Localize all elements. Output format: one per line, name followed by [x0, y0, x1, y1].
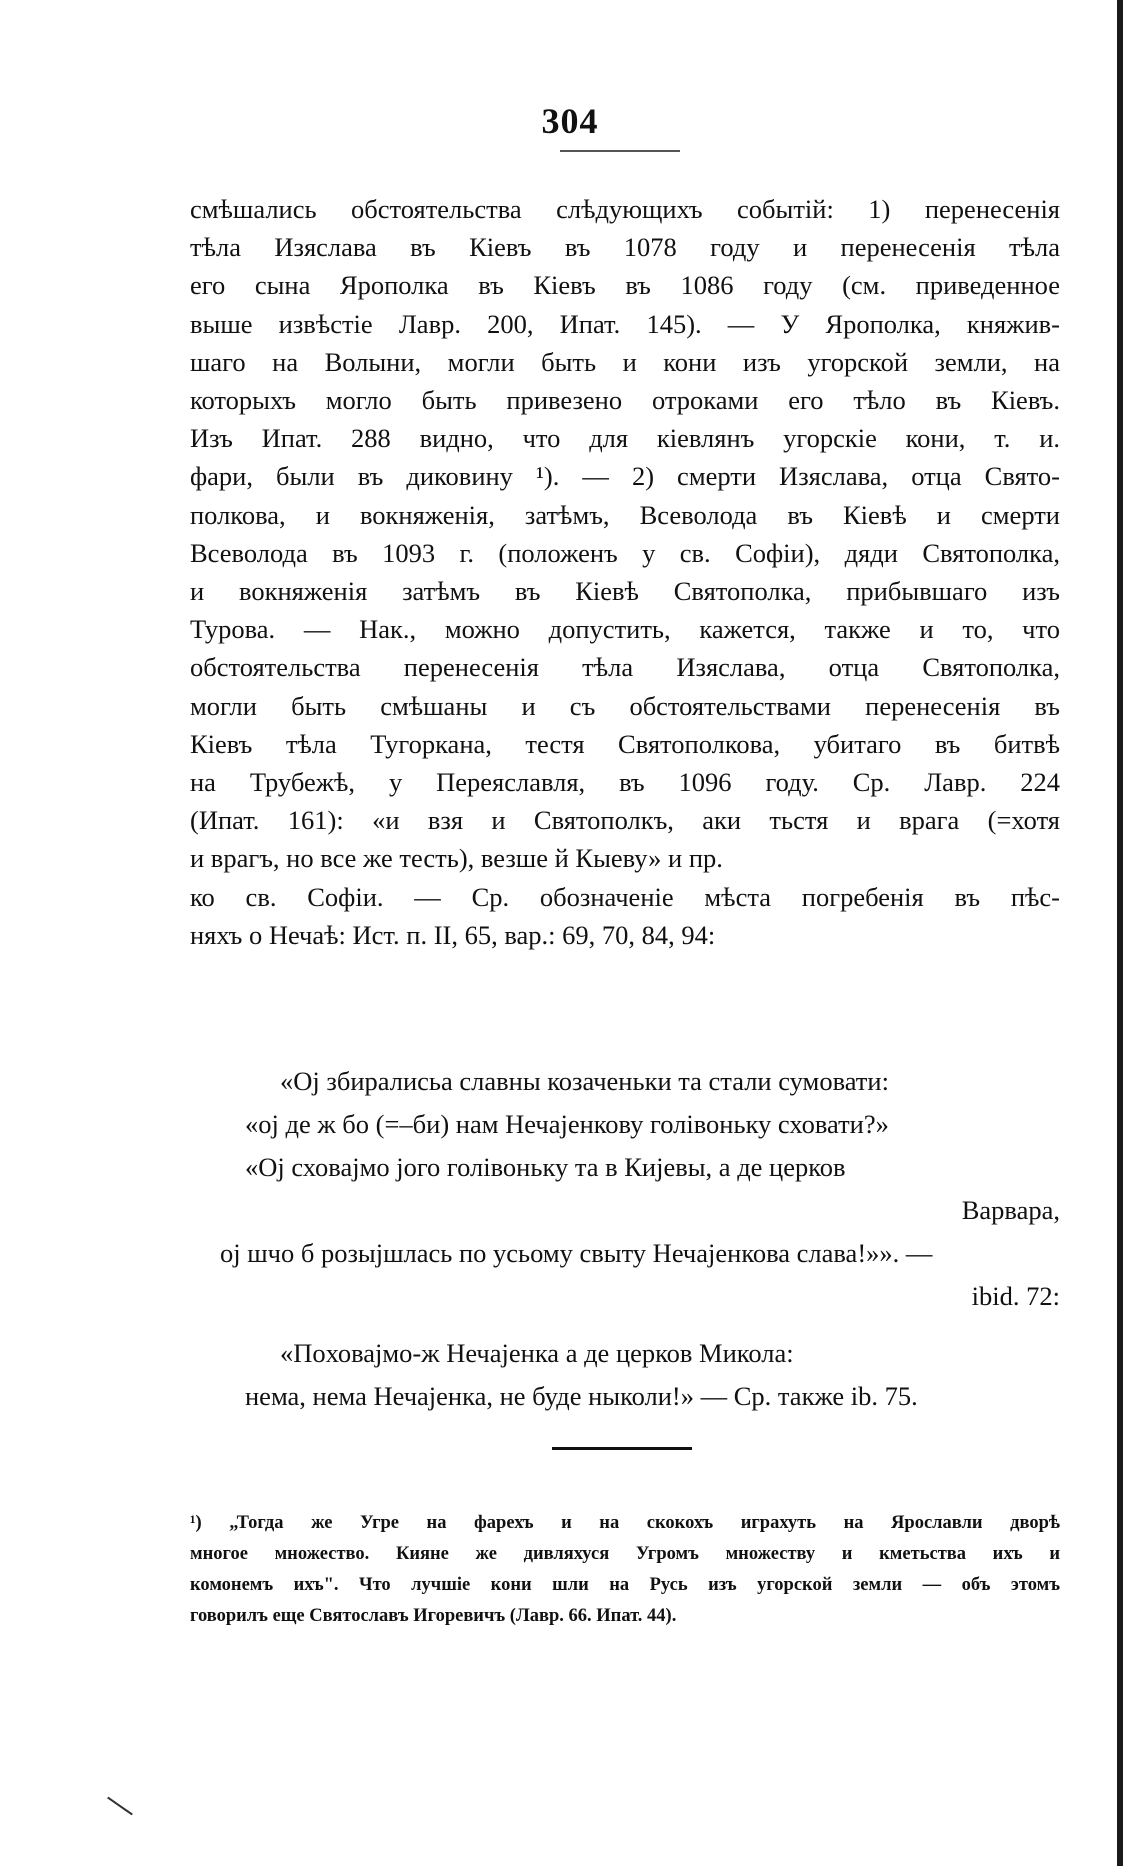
body-line: и врагъ, но все же тесть), везше й Кыеву» и пр. [190, 843, 723, 874]
body-line: няхъ о Нечаѣ: Ист. п. II, 65, вар.: 69, 70, 84, 94: [190, 919, 716, 950]
body-text [190, 190, 1060, 954]
body-line: фари, были въ диковину ¹). — 2) смерти Изяслава, отца Свято- [190, 461, 1060, 492]
body-line: на Трубежѣ, у Переяславля, въ 1096 году. Ср. Лавр. 224 [190, 767, 1060, 798]
body-line: и вокняженія затѣмъ въ Кіевѣ Святополка, прибывшаго изъ [190, 576, 1060, 607]
verse-line: «Ој збиралисьа славны козаченьки та стали сумовати: [280, 1066, 889, 1096]
footnote-separator [552, 1447, 692, 1450]
body-line: смѣшались обстоятельства слѣдующихъ событій: 1) перенесенія [190, 194, 1060, 224]
body-line: его сына Ярополка въ Кіевъ въ 1086 году (см. приведенное [190, 270, 1060, 301]
footnote-line: комонемъ ихъ". Что лучшіе кони шли на Русь изъ угорской земли — объ этомъ [190, 1575, 1060, 1595]
body-line: могли быть смѣшаны и съ обстоятельствами перенесенія въ [190, 690, 1060, 721]
body-line: выше извѣстіе Лавр. 200, Ипат. 145). — У Ярополка, княжив- [190, 308, 1060, 339]
body-line: шаго на Волыни, могли быть и кони изъ угорской земли, на [190, 346, 1060, 377]
body-line: Кіевъ тѣла Тугоркана, тестя Святополкова, убитаго въ битвѣ [190, 728, 1060, 759]
verse-line: «Пoховајмо-ж Нечајенка а де церков Микола: [280, 1338, 794, 1368]
body-line: ко св. Софіи. — Ср. обозначеніе мѣста погребенія въ пѣс- [190, 881, 1060, 912]
body-line: Всеволода въ 1093 г. (положенъ у св. Софіи), дяди Святополка, [190, 537, 1060, 568]
footnote-line: говорилъ еще Святославъ Игоревичъ (Лавр. 66. Ипат. 44). [190, 1606, 677, 1626]
body-line: обстоятельства перенесенія тѣла Изяслава, отца Святополка, [190, 652, 1060, 683]
verse-quote [190, 1060, 1060, 1418]
page-number: 304 [541, 101, 599, 141]
footnote-line: ¹) „Тогда же Угре на фарехъ и на скокохъ играхуть на Ярославли дворѣ [190, 1513, 1060, 1533]
verse-line: ој шчо б розыјшлась по усьому свыту Нечајенкова слава!»». — [220, 1238, 933, 1268]
scan-mark [107, 1797, 133, 1816]
verse-line: Варвара, [961, 1195, 1060, 1225]
body-line: (Ипат. 161): «и взя и Святополкъ, аки тьстя и врага (=хотя [190, 805, 1060, 836]
body-line: полкова, и вокняженія, затѣмъ, Всеволода въ Кіевѣ и смерти [190, 499, 1060, 530]
footnotes [190, 1508, 1060, 1632]
verse-line: «Ој сховајмо јого голівоньку та в Кијевы, а де церков [245, 1152, 846, 1182]
page-number-rule [560, 150, 680, 152]
body-line: Турова. — Нак., можно допустить, кажется, также и то, что [190, 614, 1060, 645]
footnote-line: многое множество. Кияне же дивляхуся Угромъ множеству и кметьства ихъ и [190, 1544, 1060, 1564]
body-line: Изъ Ипат. 288 видно, что для кіевлянъ угорскіе кони, т. и. [190, 423, 1060, 454]
body-line: тѣла Изяслава въ Кіевъ въ 1078 году и перенесенія тѣла [190, 232, 1060, 263]
scan-edge-line [1117, 0, 1123, 1866]
body-line: которыхъ могло быть привезено отроками его тѣло въ Кіевъ. [190, 385, 1060, 416]
verse-line: ibid. 72: [971, 1281, 1060, 1311]
verse-line: нема, нема Нечајенка, не буде ныколи!» — Ср. также ib. 75. [245, 1381, 918, 1411]
verse-line: «ој де ж бо (=–би) нам Нечајенкову голівоньку сховати?» [245, 1109, 889, 1139]
